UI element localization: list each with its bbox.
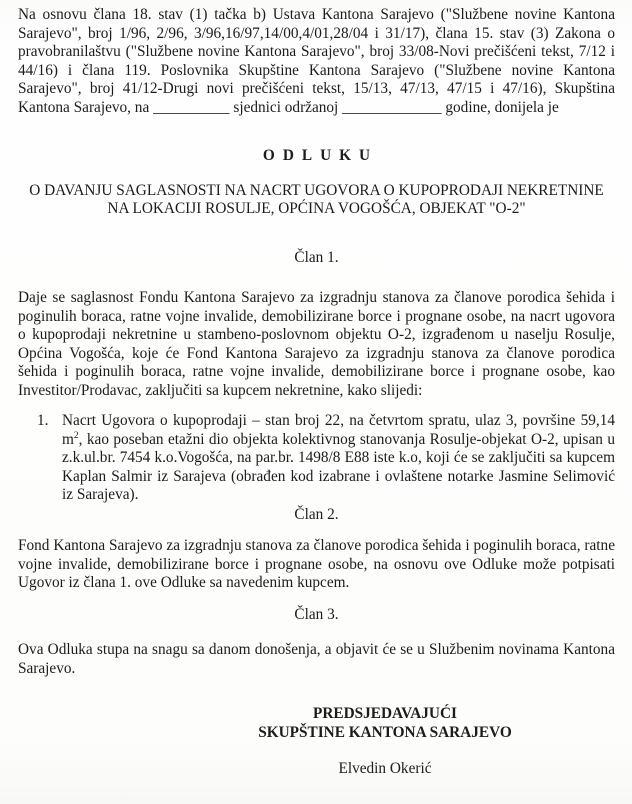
list-item-number: 1. <box>37 412 49 429</box>
article-1-paragraph: Daje se saglasnost Fondu Kantona Sarajevo za izgradnju stanova za članove porodica šehida i poginulih boraca, ratne vojne invalide, demobilizirane borce i prognane osobe, na nacrt ugovora o kupoprodaji nekretnine u stambeno-poslovnom objektu O-2, izgrađenom u naselju Rosulje, Općina Vogošća, koje će Fond Kantona Sarajevo za izgradnju stanova za članove porodica šehida i poginulih boraca, ratne vojne invalide, demobilizirane borce i prognane osobe, kao Investitor/Prodavac, zaključiti sa kupcem nekretnine, kako slijedi: <box>18 289 615 399</box>
decision-title <box>18 182 615 219</box>
decision-title-line-1: O DAVANJU SAGLASNOSTI NA NACRT UGOVORA O KUPOPRODAJI NEKRETNINE <box>29 181 604 199</box>
signature-role-line-2: SKUPŠTINE KANTONA SARAJEVO <box>258 723 512 741</box>
list-item-text <box>62 412 615 505</box>
square-meter-superscript: 2 <box>73 430 79 441</box>
decision-title-line-2: NA LOKACIJI ROSULJE, OPĆINA VOGOŠĆA, OBJEKAT "O-2" <box>107 200 526 217</box>
article-3-paragraph: Ova Odluka stupa na snagu sa danom donošenja, a objavit će se u Službenim novinama Kantona Sarajevo. <box>18 641 615 677</box>
article-2-heading: Član 2. <box>294 505 339 523</box>
article-3-heading: Član 3. <box>294 605 339 623</box>
intro-paragraph: Na osnovu člana 18. stav (1) tačka b) Ustava Kantona Sarajevo ("Službene novine Kantona Sarajevo", broj 1/96, 2/96, 3/96,16/97,14/00,4/01,28/04 i 31/17), člana 15. stav (3) Zakona o pravobranilaštvu ("Službene novine Kantona Sarajevo", broj 33/08-Novi prečišćeni tekst, 7/12 i 44/16) i člana 119. Poslovnika Skupštine Kantona Sarajevo ("Službene novine Kantona Sarajevo", broj 41/12-Drugi novi prečišćeni tekst, 15/13, 47/13, 47/15 i 47/16), Skupština Kantona Sarajevo, na __________ sjednici održanoj _____________ godine, donijela je <box>18 6 615 116</box>
signature-role-line-1: PREDSJEDAVAJUĆI <box>313 705 457 722</box>
decision-heading: ODLUKU <box>262 147 379 164</box>
signature-block <box>230 705 540 779</box>
signatory-name: Elvedin Okerić <box>338 760 432 777</box>
list-item-text-continuation: , kao poseban etažni dio objekta kolektivnog stanovanja Rosulje-objekat O-2, upisan u z.k.ul.br. 7454 k.o.Vogošća, na par.br. 1498/8 E88 iste k.o, koji će se zaključiti sa kupcem Kaplan Salmir iz Sarajeva (obrađen kod izabrane i ovlaštene notarke Jasmine Selimović iz Sarajeva). <box>62 430 615 503</box>
article-1-heading: Član 1. <box>294 248 339 266</box>
signature-role <box>230 705 540 742</box>
article-2-paragraph: Fond Kantona Sarajevo za izgradnju stanova za članove porodica šehida i poginulih boraca, ratne vojne invalide, demobilizirane borce i prognane osobe, na osnovu ove Odluke može potpisati Ugovor iz člana 1. ove Odluke sa navedenim kupcem. <box>18 537 615 591</box>
contract-list-item <box>18 412 615 505</box>
list-item-text-start: Nacrt Ugovora o kupoprodaji – stan broj 22, na četvrtom spratu, ulaz 3, površine 59,14 m <box>62 412 615 448</box>
